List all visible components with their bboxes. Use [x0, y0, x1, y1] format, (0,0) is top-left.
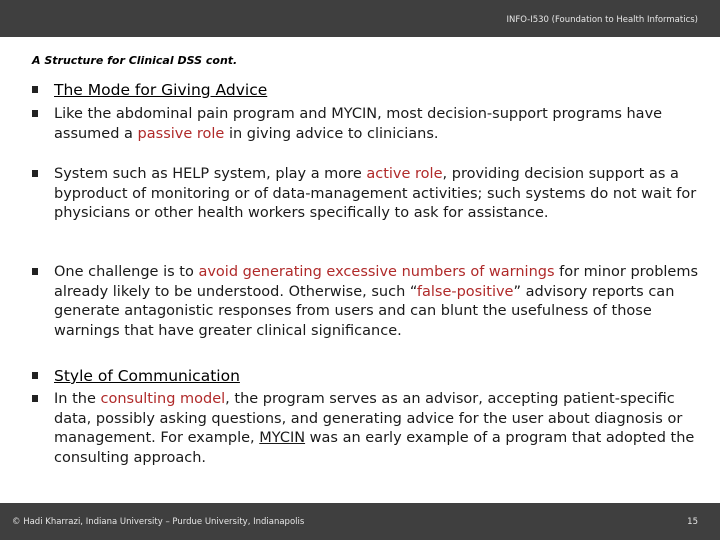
bullet-passive-role [32, 105, 702, 144]
bullet-text: The Mode for Giving Advice [54, 81, 268, 99]
bullet-style-heading [32, 367, 702, 387]
bullet-text: System such as HELP system, play a more active role, providing decision support as a byproduct of monitoring or of data-management activities; such systems do not wait for physicians or other health workers specifically to ask for assistance. [54, 166, 697, 221]
footer-bar [0, 503, 720, 540]
bullet-square-icon [32, 170, 38, 177]
bullet-square-icon [32, 372, 38, 379]
bullet-consulting-model [32, 390, 702, 468]
bullet-text: Style of Communication [54, 367, 240, 385]
bullet-active-role [32, 165, 702, 224]
highlight-term: consulting model [100, 391, 226, 407]
header-bar [0, 0, 720, 37]
bullet-square-icon [32, 86, 38, 93]
bullet-text: Like the abdominal pain program and MYCIN, most decision-support programs have assumed a passive role in giving advice to clinicians. [54, 106, 663, 142]
bullet-text: In the consulting model, the program serves as an advisor, accepting patient-specific data, possibly asking questions, and generating advice for the user about diagnosis or management. For example, MYCIN was an early example of a program that adopted the consulting approach. [54, 391, 695, 466]
highlight-term: avoid generating excessive numbers of warnings [198, 264, 555, 280]
footer-credit: © Hadi Kharrazi, Indiana University – Purdue University, Indianapolis [12, 517, 305, 527]
highlight-term: passive role [137, 125, 225, 142]
bullet-square-icon [32, 395, 38, 402]
highlight-term: false-positive [416, 283, 514, 300]
course-title: INFO-I530 (Foundation to Health Informatics) [506, 15, 698, 25]
bullet-mode-heading [32, 81, 702, 101]
slide-title: A Structure for Clinical DSS cont. [32, 54, 238, 67]
underlined-term: MYCIN [259, 430, 306, 446]
bullet-square-icon [32, 110, 38, 117]
bullet-warnings [32, 263, 702, 341]
page-number: 15 [687, 517, 698, 527]
bullet-text: One challenge is to avoid generating excessive numbers of warnings for minor problems already likely to be understood. Otherwise, such “false-positive” advisory reports can generate antagonistic responses from users and can blunt the usefulness of those warnings that have greater clinical significance. [54, 264, 699, 339]
bullet-square-icon [32, 268, 38, 275]
highlight-term: active role [366, 166, 443, 182]
